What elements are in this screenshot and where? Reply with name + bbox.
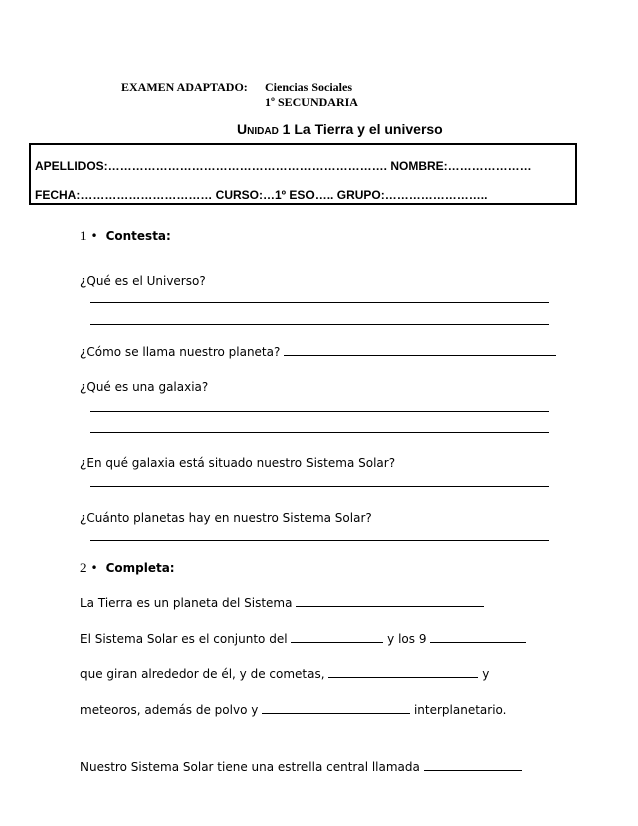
unit-number-title: 1 La Tierra y el universo	[278, 121, 443, 137]
section-1-number: 1	[80, 228, 87, 243]
answer-line[interactable]	[90, 411, 549, 412]
student-info-box	[29, 143, 577, 205]
answer-line[interactable]	[90, 486, 549, 487]
question-5: ¿Cuánto planetas hay en nuestro Sistema Solar?	[80, 511, 372, 525]
answer-line[interactable]	[90, 540, 549, 541]
section-2-title: Completa:	[105, 561, 175, 575]
bullet-icon: •	[90, 561, 98, 575]
question-1: ¿Qué es el Universo?	[80, 274, 206, 288]
answer-line[interactable]	[90, 302, 549, 303]
unit-prefix-rest: NIDAD	[247, 126, 279, 137]
subject-label: Ciencias Sociales	[265, 80, 352, 94]
fill-blank[interactable]	[291, 631, 383, 643]
unit-prefix-cap: U	[237, 121, 248, 137]
fill-blank[interactable]	[328, 666, 478, 678]
grade-label: 1º SECUNDARIA	[265, 95, 358, 109]
unit-title	[237, 121, 443, 137]
section-2-heading	[80, 560, 175, 576]
fill-line-4: meteoros, además de polvo y interplanetario.	[80, 703, 507, 717]
student-course-row: FECHA:…………………………… CURSO:…1º ESO….. GRUPO:……………………..	[35, 188, 488, 202]
answer-line[interactable]	[90, 324, 549, 325]
fill-blank[interactable]	[262, 702, 410, 714]
fill-blank[interactable]	[296, 595, 484, 607]
student-name-row: APELLIDOS:……………………………………………………………. NOMBRE:…………………	[35, 159, 532, 173]
answer-blank[interactable]	[284, 344, 556, 356]
question-2: ¿Cómo se llama nuestro planeta?	[80, 344, 556, 359]
bullet-icon: •	[90, 229, 98, 243]
fill-blank[interactable]	[424, 759, 522, 771]
section-2-number: 2	[80, 560, 87, 575]
section-1-title: Contesta:	[105, 229, 171, 243]
question-4: ¿En qué galaxia está situado nuestro Sistema Solar?	[80, 456, 396, 470]
section-1-heading	[80, 228, 171, 244]
fill-line-1: La Tierra es un planeta del Sistema	[80, 595, 484, 610]
exam-label: EXAMEN ADAPTADO:	[121, 80, 248, 94]
fill-line-5: Nuestro Sistema Solar tiene una estrella central llamada	[80, 759, 522, 774]
answer-line[interactable]	[90, 432, 549, 433]
fill-line-3: que giran alrededor de él, y de cometas, y	[80, 667, 490, 681]
question-3: ¿Qué es una galaxia?	[80, 380, 209, 394]
fill-blank[interactable]	[430, 631, 526, 643]
fill-line-2: El Sistema Solar es el conjunto del y los 9	[80, 631, 526, 646]
